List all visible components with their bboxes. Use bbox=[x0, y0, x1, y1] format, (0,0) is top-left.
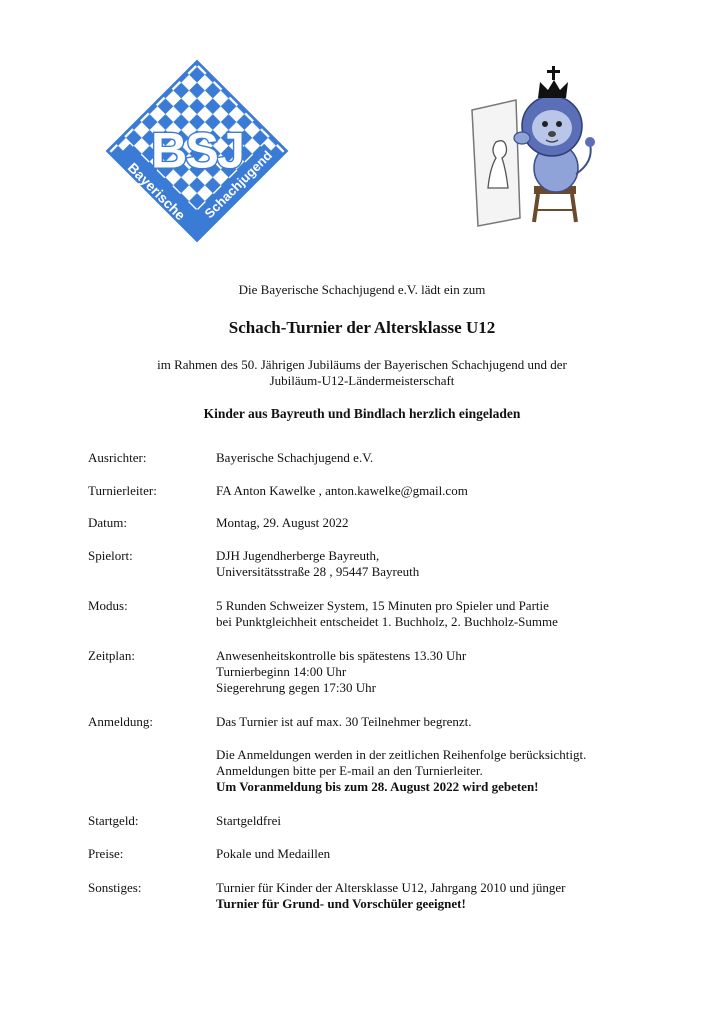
row-value: Das Turnier ist auf max. 30 Teilnehmer begrenzt. bbox=[216, 714, 472, 729]
row-value-bold: Turnier für Grund- und Vorschüler geeignet! bbox=[216, 896, 466, 911]
page-title: Schach-Turnier der Altersklasse U12 bbox=[228, 318, 496, 337]
row-value: Montag, 29. August 2022 bbox=[216, 515, 349, 530]
row-value: Anmeldungen bitte per E-mail an den Turnierleiter. bbox=[216, 763, 483, 778]
row-label: Anmeldung: bbox=[88, 714, 153, 729]
row-value: Pokale und Medaillen bbox=[216, 846, 331, 861]
subtitle-line: im Rahmen des 50. Jährigen Jubiläums der Bayerischen Schachjugend und der bbox=[157, 357, 567, 372]
row-label: Zeitplan: bbox=[88, 648, 135, 663]
row-label: Ausrichter: bbox=[88, 450, 147, 465]
intro-text: Die Bayerische Schachjugend e.V. lädt ein zum bbox=[238, 282, 486, 297]
row-value: Turnierbeginn 14:00 Uhr bbox=[216, 664, 347, 679]
row-value: Universitätsstraße 28 , 95447 Bayreuth bbox=[216, 564, 420, 579]
row-value: Siegerehrung gegen 17:30 Uhr bbox=[216, 680, 376, 695]
row-label: Datum: bbox=[88, 515, 127, 530]
invitation-text: Kinder aus Bayreuth und Bindlach herzlich eingeladen bbox=[203, 406, 521, 421]
row-value: Bayerische Schachjugend e.V. bbox=[216, 450, 374, 465]
row-label: Modus: bbox=[88, 598, 128, 613]
logo-ring-right: Schachjugend bbox=[201, 147, 276, 222]
row-label: Sonstiges: bbox=[88, 880, 142, 895]
logo-letters: BSJ bbox=[150, 122, 244, 179]
row-value: DJH Jugendherberge Bayreuth, bbox=[216, 548, 380, 563]
subtitle-line: Jubiläum-U12-Ländermeisterschaft bbox=[269, 373, 455, 388]
logo-ring-left: Bayerische bbox=[124, 159, 189, 224]
row-value: Turnier für Kinder der Altersklasse U12, Jahrgang 2010 und jünger bbox=[216, 880, 566, 895]
row-value: 5 Runden Schweizer System, 15 Minuten pro Spieler und Partie bbox=[216, 598, 549, 613]
row-label: Preise: bbox=[88, 846, 124, 861]
lion-chess-mascot-icon bbox=[466, 58, 616, 230]
row-value: Die Anmeldungen werden in der zeitlichen Reihenfolge berücksichtigt. bbox=[216, 747, 587, 762]
subtitle bbox=[0, 357, 724, 389]
bsj-logo bbox=[104, 58, 290, 244]
row-label: Startgeld: bbox=[88, 813, 139, 828]
row-value: FA Anton Kawelke , anton.kawelke@gmail.com bbox=[216, 483, 468, 498]
row-value: Startgeldfrei bbox=[216, 813, 281, 828]
row-label: Turnierleiter: bbox=[88, 483, 157, 498]
row-value: Anwesenheitskontrolle bis spätestens 13.30 Uhr bbox=[216, 648, 467, 663]
row-label: Spielort: bbox=[88, 548, 133, 563]
row-value: bei Punktgleichheit entscheidet 1. Buchholz, 2. Buchholz-Summe bbox=[216, 614, 558, 629]
row-value-bold: Um Voranmeldung bis zum 28. August 2022 wird gebeten! bbox=[216, 779, 539, 794]
